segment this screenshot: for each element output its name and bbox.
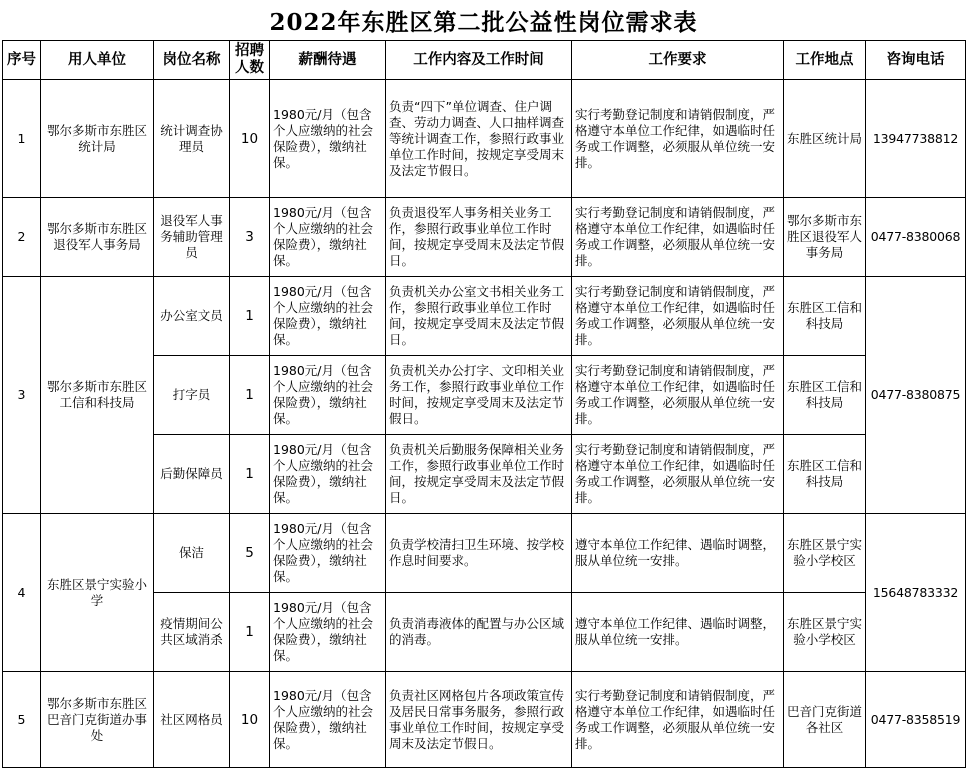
requirement-cell: 遵守本单位工作纪律、遇临时调整，服从单位统一安排。 (572, 514, 784, 593)
salary-cell: 1980元/月（包含个人应缴纳的社会保险费），缴纳社保。 (270, 593, 386, 672)
count-cell: 10 (230, 80, 270, 198)
requirement-cell: 实行考勤登记制度和请销假制度，严格遵守本单位工作纪律，如遇临时任务或工作调整，必须服从单位统一安排。 (572, 80, 784, 198)
count-cell: 1 (230, 356, 270, 435)
count-cell: 3 (230, 198, 270, 277)
location-cell: 东胜区工信和科技局 (784, 356, 866, 435)
content-cell: 负责“四下”单位调查、住户调查、劳动力调查、人口抽样调查等统计调查工作，参照行政事业单位工作时间，按规定享受周末及法定节假日。 (386, 80, 572, 198)
unit-cell: 鄂尔多斯市东胜区统计局 (41, 80, 154, 198)
table-row (3, 672, 966, 768)
table-row (3, 277, 966, 356)
location-cell: 东胜区工信和科技局 (784, 277, 866, 356)
location-cell: 鄂尔多斯市东胜区退役军人事务局 (784, 198, 866, 277)
table-row (3, 80, 966, 198)
post-cell: 社区网格员 (154, 672, 230, 768)
location-cell: 东胜区统计局 (784, 80, 866, 198)
table-row (3, 198, 966, 277)
header-content: 工作内容及工作时间 (386, 41, 572, 80)
count-cell: 1 (230, 593, 270, 672)
salary-cell: 1980元/月（包含个人应缴纳的社会保险费），缴纳社保。 (270, 356, 386, 435)
header-post: 岗位名称 (154, 41, 230, 80)
content-cell: 负责机关后勤服务保障相关业务工作，参照行政事业单位工作时间，按规定享受周末及法定节假日。 (386, 435, 572, 514)
salary-cell: 1980元/月（包含个人应缴纳的社会保险费），缴纳社保。 (270, 277, 386, 356)
unit-cell: 鄂尔多斯市东胜区退役军人事务局 (41, 198, 154, 277)
requirement-cell: 实行考勤登记制度和请销假制度，严格遵守本单位工作纪律，如遇临时任务或工作调整，必须服从单位统一安排。 (572, 277, 784, 356)
requirement-cell: 遵守本单位工作纪律、遇临时调整，服从单位统一安排。 (572, 593, 784, 672)
post-cell: 后勤保障员 (154, 435, 230, 514)
phone-cell: 13947738812 (866, 80, 966, 198)
header-seq: 序号 (3, 41, 41, 80)
seq-cell: 3 (3, 277, 41, 514)
header-location: 工作地点 (784, 41, 866, 80)
phone-cell: 15648783332 (866, 514, 966, 672)
post-cell: 退役军人事务辅助管理员 (154, 198, 230, 277)
seq-cell: 1 (3, 80, 41, 198)
content-cell: 负责机关办公打字、文印相关业务工作，参照行政事业单位工作时间，按规定享受周末及法定节假日。 (386, 356, 572, 435)
requirement-cell: 实行考勤登记制度和请销假制度，严格遵守本单位工作纪律，如遇临时任务或工作调整，必须服从单位统一安排。 (572, 435, 784, 514)
count-cell: 1 (230, 435, 270, 514)
count-cell: 1 (230, 277, 270, 356)
location-cell: 东胜区景宁实验小学校区 (784, 514, 866, 593)
requirement-cell: 实行考勤登记制度和请销假制度，严格遵守本单位工作纪律，如遇临时任务或工作调整，必须服从单位统一安排。 (572, 672, 784, 768)
salary-cell: 1980元/月（包含个人应缴纳的社会保险费），缴纳社保。 (270, 435, 386, 514)
phone-cell: 0477-8358519 (866, 672, 966, 768)
count-cell: 5 (230, 514, 270, 593)
post-cell: 打字员 (154, 356, 230, 435)
post-cell: 保洁 (154, 514, 230, 593)
post-cell: 办公室文员 (154, 277, 230, 356)
content-cell: 负责机关办公室文书相关业务工作，参照行政事业单位工作时间，按规定享受周末及法定节假日。 (386, 277, 572, 356)
phone-cell: 0477-8380068 (866, 198, 966, 277)
seq-cell: 4 (3, 514, 41, 672)
table-row (3, 514, 966, 593)
count-cell: 10 (230, 672, 270, 768)
seq-cell: 5 (3, 672, 41, 768)
requirement-cell: 实行考勤登记制度和请销假制度，严格遵守本单位工作纪律，如遇临时任务或工作调整，必须服从单位统一安排。 (572, 198, 784, 277)
location-cell: 东胜区工信和科技局 (784, 435, 866, 514)
post-cell: 统计调查协理员 (154, 80, 230, 198)
unit-cell: 鄂尔多斯市东胜区巴音门克街道办事处 (41, 672, 154, 768)
requirement-cell: 实行考勤登记制度和请销假制度，严格遵守本单位工作纪律，如遇临时任务或工作调整，必须服从单位统一安排。 (572, 356, 784, 435)
header-salary: 薪酬待遇 (270, 41, 386, 80)
content-cell: 负责学校清扫卫生环境、按学校作息时间要求。 (386, 514, 572, 593)
header-count: 招聘人数 (230, 41, 270, 80)
seq-cell: 2 (3, 198, 41, 277)
header-row (3, 41, 966, 80)
unit-cell: 鄂尔多斯市东胜区工信和科技局 (41, 277, 154, 514)
location-cell: 东胜区景宁实验小学校区 (784, 593, 866, 672)
salary-cell: 1980元/月（包含个人应缴纳的社会保险费），缴纳社保。 (270, 80, 386, 198)
header-unit: 用人单位 (41, 41, 154, 80)
salary-cell: 1980元/月（包含个人应缴纳的社会保险费），缴纳社保。 (270, 672, 386, 768)
content-cell: 负责消毒液体的配置与办公区域的消毒。 (386, 593, 572, 672)
content-cell: 负责退役军人事务相关业务工作，参照行政事业单位工作时间，按规定享受周末及法定节假日。 (386, 198, 572, 277)
unit-cell: 东胜区景宁实验小学 (41, 514, 154, 672)
content-cell: 负责社区网格包片各项政策宣传及居民日常事务服务，参照行政事业单位工作时间，按规定享受周末及法定节假日。 (386, 672, 572, 768)
header-requirement: 工作要求 (572, 41, 784, 80)
job-table (2, 40, 966, 768)
salary-cell: 1980元/月（包含个人应缴纳的社会保险费），缴纳社保。 (270, 198, 386, 277)
post-cell: 疫情期间公共区域消杀 (154, 593, 230, 672)
page-title: 2022年东胜区第二批公益性岗位需求表 (269, 8, 698, 36)
salary-cell: 1980元/月（包含个人应缴纳的社会保险费），缴纳社保。 (270, 514, 386, 593)
header-phone: 咨询电话 (866, 41, 966, 80)
location-cell: 巴音门克街道各社区 (784, 672, 866, 768)
phone-cell: 0477-8380875 (866, 277, 966, 514)
